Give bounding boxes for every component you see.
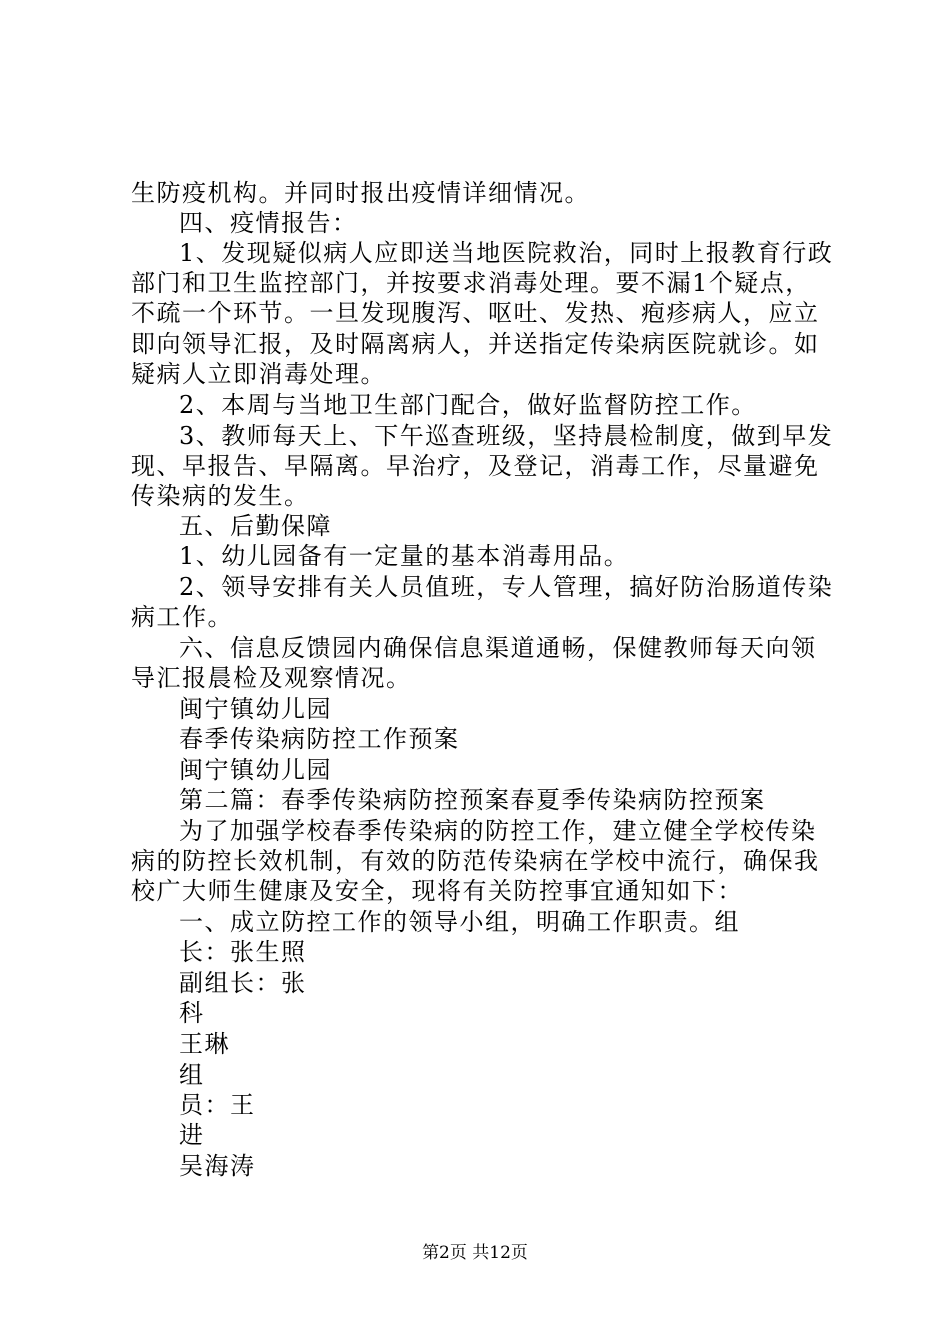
organization-name: 闽宁镇幼儿园 — [179, 695, 332, 723]
text-line: 校广大师生健康及安全，现将有关防控事宜通知如下： — [131, 877, 743, 905]
text-line: 3、教师每天上、下午巡查班级，坚持晨检制度，做到早发 — [179, 422, 834, 450]
text-line: 2、领导安排有关人员值班，专人管理，搞好防治肠道传染 — [179, 573, 834, 601]
text-line: 部门和卫生监控部门，并按要求消毒处理。要不漏1个疑点， — [131, 269, 811, 297]
text-line: 1、幼儿园备有一定量的基本消毒用品。 — [179, 542, 630, 570]
text-line: 为了加强学校春季传染病的防控工作，建立健全学校传染 — [179, 817, 817, 845]
document-title: 春季传染病防控工作预案 — [179, 725, 460, 753]
section-heading: 四、疫情报告： — [179, 209, 358, 237]
text-line: 即向领导汇报，及时隔离病人，并送指定传染病医院就诊。如 — [131, 330, 820, 358]
text-line: 1、发现疑似病人应即送当地医院救治，同时上报教育行政 — [179, 239, 834, 267]
text-line: 病工作。 — [131, 603, 233, 631]
text-line: 现、早报告、早隔离。早治疗，及登记，消毒工作，尽量避免 — [131, 452, 820, 480]
text-line: 科 — [179, 999, 205, 1027]
text-line: 不疏一个环节。一旦发现腹泻、呕吐、发热、疱疹病人，应立 — [131, 299, 820, 327]
text-line: 王琳 — [179, 1030, 230, 1058]
text-line: 生防疫机构。并同时报出疫情详细情况。 — [131, 179, 590, 207]
section-heading: 五、后勤保障 — [179, 512, 332, 540]
text-line: 病的防控长效机制，有效的防范传染病在学校中流行，确保我 — [131, 847, 820, 875]
text-line: 员：王 — [179, 1091, 256, 1119]
text-line: 长：张生照 — [179, 938, 307, 966]
organization-name: 闽宁镇幼儿园 — [179, 756, 332, 784]
chapter-heading: 第二篇：春季传染病防控预案春夏季传染病防控预案 — [179, 786, 766, 814]
text-line: 疑病人立即消毒处理。 — [131, 360, 386, 388]
text-line: 吴海涛 — [179, 1152, 256, 1180]
page-number-footer: 第2页 共12页 — [422, 1243, 528, 1263]
text-line: 2、本周与当地卫生部门配合，做好监督防控工作。 — [179, 391, 757, 419]
text-line: 导汇报晨检及观察情况。 — [131, 664, 412, 692]
text-line: 传染病的发生。 — [131, 482, 310, 510]
text-line: 副组长：张 — [179, 969, 307, 997]
text-line: 组 — [179, 1061, 205, 1089]
text-line: 一、成立防控工作的领导小组，明确工作职责。组 — [179, 908, 740, 936]
text-line: 进 — [179, 1121, 205, 1149]
text-line: 六、信息反馈园内确保信息渠道通畅，保健教师每天向领 — [179, 634, 817, 662]
